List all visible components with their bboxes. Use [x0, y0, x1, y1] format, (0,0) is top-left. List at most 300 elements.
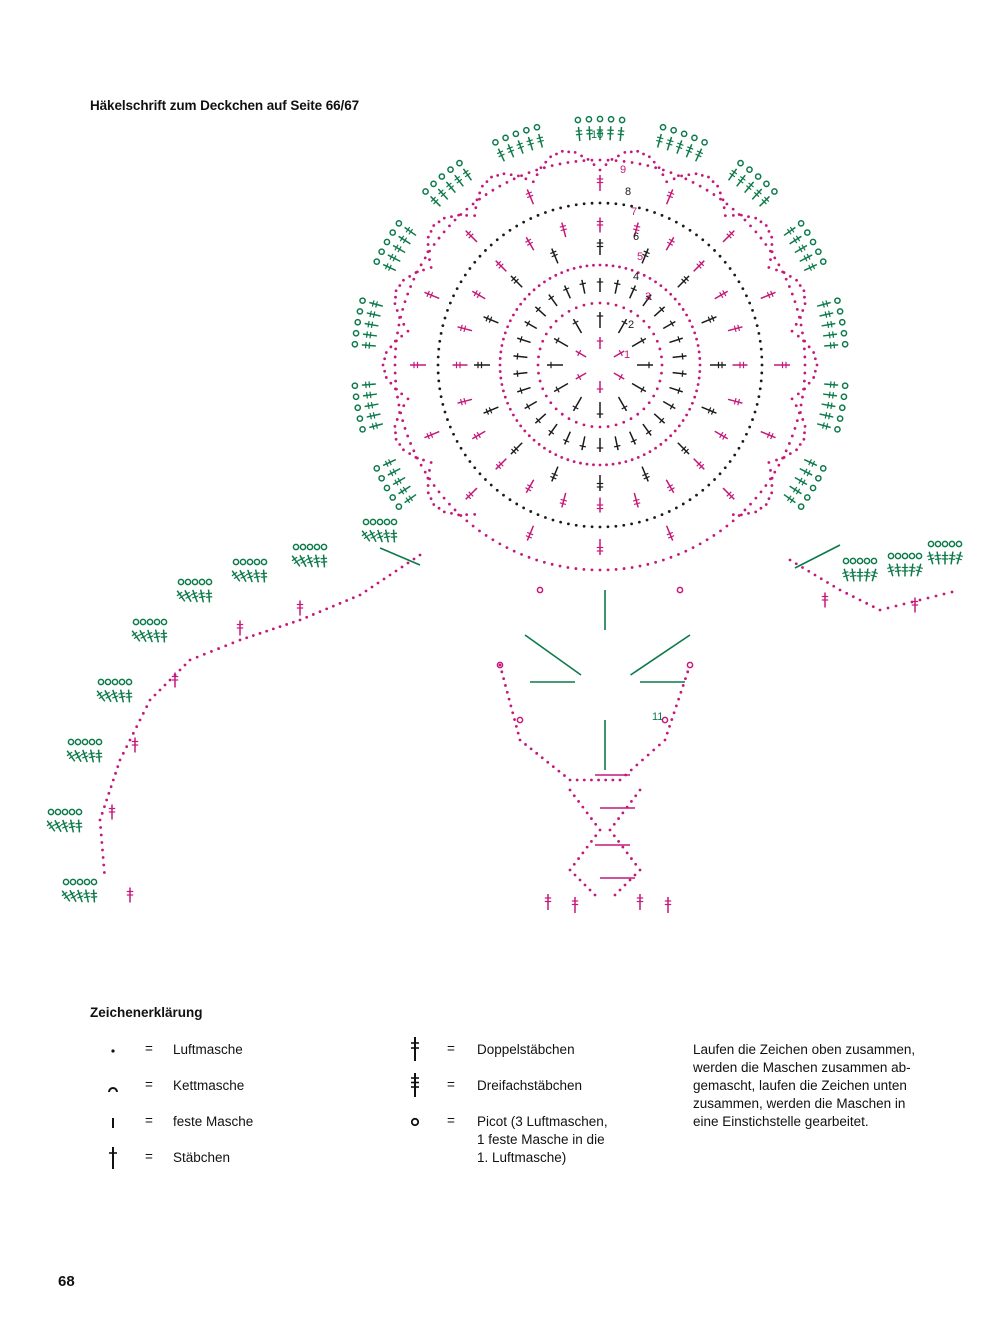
stitch-symbol [260, 569, 267, 582]
chain-stitch [404, 300, 407, 303]
stitch-symbol [457, 396, 473, 406]
stitch-symbol [574, 348, 588, 360]
picot [91, 879, 96, 884]
picot [799, 504, 804, 509]
chain-stitch [630, 150, 633, 153]
stitch-symbol [713, 288, 729, 301]
chain-stitch [569, 869, 572, 872]
chain-stitch [712, 534, 715, 537]
chain-stitch [524, 743, 527, 746]
stitch-symbol [803, 262, 818, 274]
chain-stitch [224, 644, 227, 647]
arrow-line [380, 548, 420, 565]
picot-icon [405, 1113, 425, 1133]
chain-stitch [744, 219, 747, 222]
chain-stitch [765, 224, 768, 227]
chain-stitch [184, 664, 187, 667]
picot [69, 809, 74, 814]
chain-stitch [639, 789, 642, 792]
picot [48, 809, 53, 814]
picot [105, 679, 110, 684]
picot [370, 519, 375, 524]
chain-stitch [515, 725, 518, 728]
chain-stitch [732, 214, 735, 217]
chain-stitch [732, 208, 735, 211]
chain-stitch [398, 404, 401, 407]
picot [70, 879, 75, 884]
picot [352, 383, 357, 388]
chain-stitch [622, 421, 625, 424]
chain-stitch [687, 173, 690, 176]
chain-stitch [554, 453, 557, 456]
chain-stitch [575, 567, 578, 570]
picot [112, 679, 117, 684]
chain-stitch [614, 525, 617, 528]
chain-stitch [383, 357, 386, 360]
picot [821, 259, 826, 264]
chain-stitch [420, 464, 423, 467]
picot [178, 579, 183, 584]
stitch-symbol [676, 274, 692, 290]
chain-stitch [586, 811, 589, 814]
chain-stitch [420, 263, 423, 266]
chain-stitch [465, 214, 468, 217]
stitch-symbol [713, 428, 729, 441]
chain-stitch [754, 510, 757, 513]
stitch-symbol [665, 897, 671, 913]
chain-stitch [385, 351, 388, 354]
stitch-symbol [198, 589, 207, 603]
stitch-symbol [523, 236, 536, 252]
chain-stitch [789, 275, 792, 278]
stitch-symbol [559, 492, 569, 508]
chain-stitch [503, 172, 506, 175]
chain-stitch [808, 382, 811, 385]
picot [240, 559, 245, 564]
chain-stitch [749, 224, 752, 227]
chain-stitch [845, 592, 848, 595]
stitch-symbol [382, 262, 397, 274]
picot [68, 739, 73, 744]
chain-stitch [541, 756, 544, 759]
picot [517, 717, 522, 722]
stitch-symbol [869, 568, 879, 582]
chain-stitch [675, 506, 678, 509]
chain-stitch [279, 625, 282, 628]
chain-stitch [449, 426, 452, 429]
chain-stitch [677, 553, 680, 556]
chain-stitch [440, 332, 443, 335]
chain-stitch [408, 275, 411, 278]
chain-stitch [554, 274, 557, 277]
stitch-symbol [663, 236, 676, 252]
picot [89, 739, 94, 744]
picot [357, 416, 362, 421]
picot [185, 579, 190, 584]
stitch-symbol [664, 525, 676, 542]
stitch-symbol [390, 529, 397, 542]
chain-stitch [517, 732, 520, 735]
chain-stitch [771, 243, 774, 246]
stitch-symbol [597, 218, 603, 233]
chain-stitch [656, 340, 659, 343]
stitch-symbol [934, 551, 942, 565]
chain-stitch [457, 513, 460, 516]
chain-stitch [510, 173, 513, 176]
chain-stitch [675, 221, 678, 224]
chain-stitch [678, 424, 681, 427]
chain-stitch [604, 779, 607, 782]
chain-stitch [754, 317, 757, 320]
chain-stitch [515, 225, 518, 228]
chain-stitch [777, 464, 780, 467]
legend-equals: = [145, 1077, 153, 1092]
stitch-symbol [493, 456, 508, 471]
chain-stitch [801, 418, 804, 421]
stitch-symbol [627, 284, 639, 299]
chain-stitch [149, 699, 152, 702]
chain-stitch [654, 166, 657, 169]
chain-stitch [486, 180, 489, 183]
stitch-symbol [630, 381, 647, 395]
chain-stitch [599, 302, 602, 305]
stitch-symbol [721, 486, 737, 502]
chain-stitch [791, 293, 794, 296]
chain-stitch [638, 521, 641, 524]
chain-stitch [812, 351, 815, 354]
chain-stitch [569, 789, 572, 792]
chain-stitch [559, 206, 562, 209]
legend-note [693, 1041, 923, 1131]
chain-stitch [599, 829, 602, 832]
chain-stitch [428, 258, 431, 261]
chain-stitch [394, 302, 397, 305]
chain-stitch [698, 351, 701, 354]
stitch-symbol [516, 385, 531, 395]
chain-stitch [394, 372, 397, 375]
chain-stitch [509, 319, 512, 322]
chain-stitch [472, 203, 475, 206]
chain-stitch [618, 462, 621, 465]
chain-stitch [691, 402, 694, 405]
picot [928, 541, 933, 546]
chain-stitch [512, 414, 515, 417]
stitch-symbol [397, 234, 412, 247]
chain-stitch [559, 163, 562, 166]
chain-stitch [767, 266, 770, 269]
chain-stitch [539, 380, 542, 383]
stitch-symbol [461, 167, 474, 182]
chain-stitch [747, 215, 750, 218]
chain-stitch [592, 463, 595, 466]
picot [835, 298, 840, 303]
stitch-symbol [819, 411, 834, 420]
picot [799, 221, 804, 226]
chain-stitch [583, 779, 586, 782]
chain-stitch [496, 489, 499, 492]
chain-stitch [630, 310, 633, 313]
picot [355, 405, 360, 410]
chain-stitch [695, 338, 698, 341]
chain-stitch [839, 589, 842, 592]
chain-stitch [539, 348, 542, 351]
picot [431, 181, 436, 186]
stitch-symbol [368, 299, 383, 309]
chain-stitch [560, 456, 563, 459]
chain-stitch [760, 356, 763, 359]
stitch-symbol [237, 621, 243, 636]
stitch-symbol [505, 143, 516, 158]
chain-stitch [319, 610, 322, 613]
chain-stitch [426, 250, 429, 253]
chain-stitch [473, 466, 476, 469]
chain-stitch [661, 364, 664, 367]
stitch-symbol [902, 564, 908, 577]
chain-stitch [515, 308, 518, 311]
stitch-symbol [691, 456, 706, 471]
stitch-symbol [617, 127, 625, 142]
chain-stitch [677, 698, 680, 701]
chain-stitch [537, 513, 540, 516]
chain-stitch [395, 289, 398, 292]
chain-stitch [713, 478, 716, 481]
chain-stitch [573, 267, 576, 270]
picot [888, 553, 893, 558]
chain-stitch [754, 411, 757, 414]
chain-stitch [448, 224, 451, 227]
chain-stitch [814, 357, 817, 360]
chain-stitch [713, 249, 716, 252]
chain-stitch [408, 452, 411, 455]
chain-stitch [643, 274, 646, 277]
chain-stitch [99, 819, 102, 822]
picot [840, 320, 845, 325]
chain-stitch [707, 484, 710, 487]
chain-stitch [599, 169, 602, 172]
chain-stitch [801, 566, 804, 569]
chain-stitch [688, 319, 691, 322]
stitch-symbol [662, 319, 677, 332]
stitch-symbol [793, 243, 808, 256]
chain-stitch [457, 214, 460, 217]
chain-stitch [623, 160, 626, 163]
chain-stitch [684, 550, 687, 553]
chain-stitch [749, 503, 752, 506]
chain-stitch [504, 331, 507, 334]
stitch-symbol [547, 362, 563, 368]
chain-stitch [484, 249, 487, 252]
chain-stitch [440, 395, 443, 398]
chain-stitch [413, 558, 416, 561]
round-label: 9 [620, 164, 627, 176]
chain-stitch [396, 332, 399, 335]
chain-stitch [789, 452, 792, 455]
chain-stitch [498, 185, 501, 188]
stitch-symbol [366, 411, 381, 420]
chain-stitch [656, 387, 659, 390]
chain-stitch [537, 364, 540, 367]
stitch-symbol [132, 738, 138, 753]
picot [374, 259, 379, 264]
picot [396, 504, 401, 509]
chain-stitch [529, 510, 532, 513]
chain-stitch [615, 159, 618, 162]
picot [660, 125, 665, 130]
chain-stitch [697, 383, 700, 386]
chain-stitch [509, 408, 512, 411]
stitch-symbol [803, 457, 818, 469]
stitch-symbol [515, 139, 526, 154]
chain-stitch [698, 370, 701, 373]
stitch-symbol [908, 563, 916, 577]
chain-stitch [607, 568, 610, 571]
chain-stitch [801, 396, 804, 399]
chain-stitch [506, 546, 509, 549]
stitch-symbol [942, 552, 948, 565]
picot [586, 117, 591, 122]
chain-stitch [555, 407, 558, 410]
chain-stitch [617, 840, 620, 843]
chain-stitch [125, 745, 128, 748]
picot [233, 559, 238, 564]
chain-stitch [599, 526, 602, 529]
chain-stitch [677, 174, 680, 177]
chain-stitch [383, 578, 386, 581]
chain-stitch [594, 834, 597, 837]
chain-stitch [231, 641, 234, 644]
chain-stitch [593, 163, 596, 166]
chain-stitch [666, 732, 669, 735]
legend-equals: = [145, 1113, 153, 1128]
chain-stitch [478, 529, 481, 532]
chain-stitch [624, 267, 627, 270]
chain-stitch [239, 639, 242, 642]
chain-stitch [635, 764, 638, 767]
chain-stitch [820, 577, 823, 580]
picot [843, 558, 848, 563]
chain-stitch [520, 174, 523, 177]
chain-stitch [217, 647, 220, 650]
chain-stitch [567, 161, 570, 164]
chain-stitch [943, 593, 946, 596]
chain-stitch [473, 513, 476, 516]
chain-stitch [535, 169, 538, 172]
chain-stitch [636, 150, 639, 153]
chain-stitch [652, 749, 655, 752]
chain-stitch [719, 472, 722, 475]
stitch-symbol [523, 478, 536, 494]
chain-stitch [428, 469, 431, 472]
stitch-symbol [607, 126, 614, 140]
stitch-symbol [727, 324, 743, 334]
chain-stitch [537, 356, 540, 359]
chain-stitch [689, 498, 692, 501]
chain-stitch [552, 519, 555, 522]
stitch-symbol [524, 525, 536, 542]
chain-stitch [502, 677, 505, 680]
stitch-symbol [849, 568, 857, 582]
chain-stitch [441, 403, 444, 406]
stitch-symbol [612, 436, 621, 451]
chain-stitch [389, 345, 392, 348]
picot [360, 427, 365, 432]
chain-stitch [154, 694, 157, 697]
picot [837, 309, 842, 314]
chain-stitch [515, 419, 518, 422]
chain-stitch [646, 209, 649, 212]
stitch-symbol [788, 483, 803, 496]
stitch-symbol [546, 293, 559, 308]
chain-stitch [623, 151, 626, 154]
chain-stitch [352, 596, 355, 599]
chain-stitch [566, 458, 569, 461]
chain-stitch [444, 411, 447, 414]
chain-stitch [599, 426, 602, 429]
chain-stitch [394, 348, 397, 351]
chain-stitch [795, 404, 798, 407]
chain-stitch [409, 442, 412, 445]
stem-line [525, 635, 581, 675]
chain-stitch [607, 302, 610, 305]
chain-stitch [615, 423, 618, 426]
chain-stitch [110, 785, 113, 788]
stitch-symbol [579, 436, 588, 451]
picot [608, 117, 613, 122]
chain-stitch [528, 293, 531, 296]
stitch-symbol [572, 897, 578, 913]
chain-stitch [543, 280, 546, 283]
picot [902, 553, 907, 558]
chain-stitch [719, 192, 722, 195]
chain-stitch [654, 561, 657, 564]
chain-stitch [528, 556, 531, 559]
chain-stitch [609, 829, 612, 832]
chain-stitch [760, 237, 763, 240]
chain-stitch [738, 280, 741, 283]
picot [206, 579, 211, 584]
chain-stitch [647, 754, 650, 757]
chain-stitch [400, 335, 403, 338]
chain-stitch [795, 448, 798, 451]
chain-stitch [623, 567, 626, 570]
chain-stitch [490, 484, 493, 487]
chain-stitch [398, 316, 401, 319]
chain-stitch [756, 324, 759, 327]
stitch-symbol [386, 252, 401, 264]
chain-stitch [747, 512, 750, 515]
stitch-symbol [383, 529, 392, 543]
stitch-symbol [700, 404, 717, 416]
round-label: 10 [591, 129, 604, 141]
chain-stitch [660, 356, 663, 359]
round-label: 2 [628, 319, 635, 331]
stitch-symbol [516, 335, 531, 345]
chain-stitch [499, 370, 502, 373]
chain-stitch [751, 418, 754, 421]
round-label: 3 [645, 291, 652, 303]
chain-stitch [377, 582, 380, 585]
chain-stitch [729, 267, 732, 270]
chain-stitch [581, 806, 584, 809]
chain-stitch [581, 851, 584, 854]
chain-stitch [540, 166, 543, 169]
stitch-symbol [674, 139, 685, 154]
chain-stitch [568, 310, 571, 313]
chain-stitch [438, 507, 441, 510]
chain-stitch [446, 309, 449, 312]
chain-stitch [210, 650, 213, 653]
chain-stitch [607, 425, 610, 428]
